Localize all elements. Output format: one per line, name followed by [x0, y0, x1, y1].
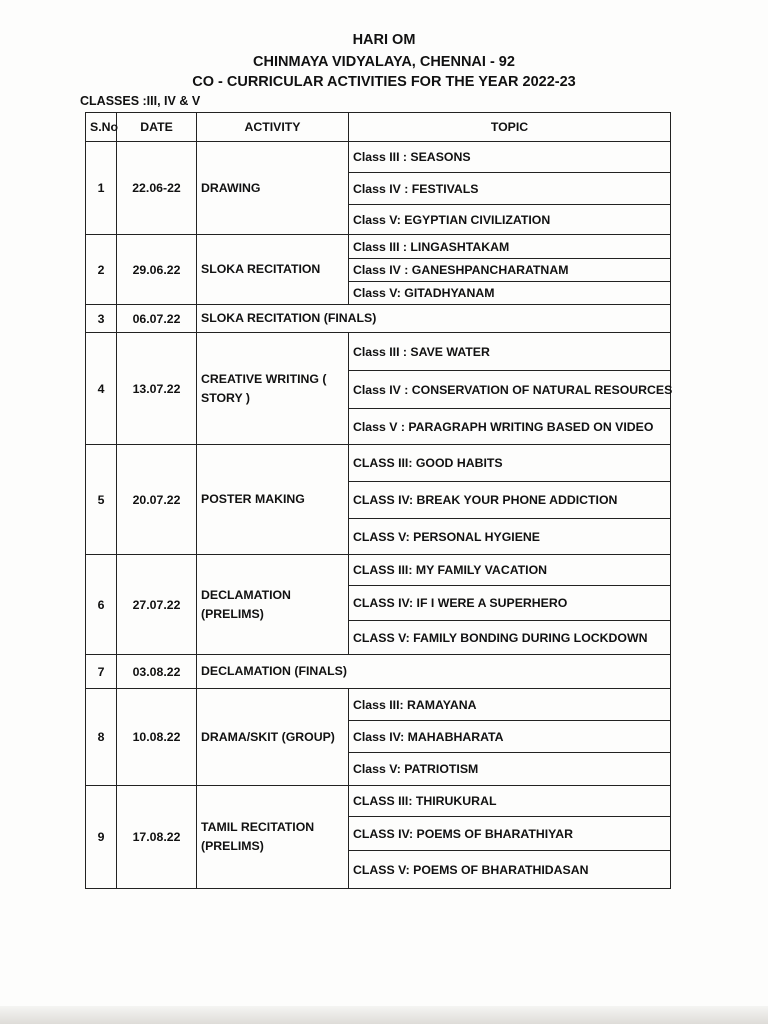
- topic-cell: Class III : SEASONS: [349, 142, 671, 173]
- date-cell: 29.06.22: [117, 235, 197, 305]
- table-row: [86, 305, 671, 333]
- sno-cell: 6: [86, 555, 117, 655]
- classes-label: CLASSES :III, IV & V: [80, 94, 201, 108]
- sno-cell: 8: [86, 689, 117, 786]
- document-title: CO - CURRICULAR ACTIVITIES FOR THE YEAR 2022-23: [192, 74, 576, 90]
- topic-cell: CLASS III: GOOD HABITS: [349, 445, 671, 482]
- activity-cell: POSTER MAKING: [197, 445, 349, 555]
- table-row: [86, 445, 671, 482]
- activity-cell: DECLAMATION (PRELIMS): [197, 555, 349, 655]
- table-row: [86, 555, 671, 586]
- topic-cell: CLASS V: PERSONAL HYGIENE: [349, 519, 671, 555]
- date-cell: 03.08.22: [117, 655, 197, 689]
- activity-cell: DRAWING: [197, 142, 349, 235]
- activity-cell: DRAMA/SKIT (GROUP): [197, 689, 349, 786]
- topic-cell: CLASS IV: POEMS OF BHARATHIYAR: [349, 817, 671, 851]
- topic-cell: CLASS III: THIRUKURAL: [349, 786, 671, 817]
- topic-cell: Class III : LINGASHTAKAM: [349, 235, 671, 259]
- header-sno: S.No: [86, 113, 117, 142]
- topic-cell: Class V: EGYPTIAN CIVILIZATION: [349, 205, 671, 235]
- topic-cell: Class IV: MAHABHARATA: [349, 721, 671, 753]
- topic-cell: CLASS V: POEMS OF BHARATHIDASAN: [349, 851, 671, 889]
- date-cell: 10.08.22: [117, 689, 197, 786]
- sno-cell: 5: [86, 445, 117, 555]
- sno-cell: 2: [86, 235, 117, 305]
- topic-cell: Class IV : GANESHPANCHARATNAM: [349, 259, 671, 282]
- date-cell: 27.07.22: [117, 555, 197, 655]
- sno-cell: 1: [86, 142, 117, 235]
- activities-table: [85, 112, 671, 889]
- topic-cell: Class V: PATRIOTISM: [349, 753, 671, 786]
- school-greeting: HARI OM: [352, 32, 416, 48]
- date-cell: 20.07.22: [117, 445, 197, 555]
- date-cell: 22.06-22: [117, 142, 197, 235]
- header-date: DATE: [117, 113, 197, 142]
- topic-cell: Class IV : FESTIVALS: [349, 173, 671, 205]
- topic-cell: Class IV : CONSERVATION OF NATURAL RESOURCES: [349, 371, 671, 409]
- activity-cell: SLOKA RECITATION: [197, 235, 349, 305]
- topic-cell: Class V : PARAGRAPH WRITING BASED ON VIDEO: [349, 409, 671, 445]
- topic-cell: Class III: RAMAYANA: [349, 689, 671, 721]
- topic-cell: CLASS IV: IF I WERE A SUPERHERO: [349, 586, 671, 621]
- table-row: [86, 689, 671, 721]
- header-activity: ACTIVITY: [197, 113, 349, 142]
- date-cell: 17.08.22: [117, 786, 197, 889]
- table-row: [86, 142, 671, 173]
- page-edge: [0, 1006, 768, 1024]
- sno-cell: 7: [86, 655, 117, 689]
- activity-cell: DECLAMATION (FINALS): [197, 655, 671, 689]
- topic-cell: Class III : SAVE WATER: [349, 333, 671, 371]
- sno-cell: 3: [86, 305, 117, 333]
- sno-cell: 4: [86, 333, 117, 445]
- activity-cell: TAMIL RECITATION (PRELIMS): [197, 786, 349, 889]
- table-row: [86, 655, 671, 689]
- sno-cell: 9: [86, 786, 117, 889]
- topic-cell: CLASS IV: BREAK YOUR PHONE ADDICTION: [349, 482, 671, 519]
- topic-cell: Class V: GITADHYANAM: [349, 282, 671, 305]
- date-cell: 13.07.22: [117, 333, 197, 445]
- header-topic: TOPIC: [349, 113, 671, 142]
- table-row: [86, 786, 671, 817]
- activity-cell: CREATIVE WRITING ( STORY ): [197, 333, 349, 445]
- topic-cell: CLASS III: MY FAMILY VACATION: [349, 555, 671, 586]
- table-header-row: [86, 113, 671, 142]
- date-cell: 06.07.22: [117, 305, 197, 333]
- table-row: [86, 235, 671, 259]
- table-row: [86, 333, 671, 371]
- activity-cell: SLOKA RECITATION (FINALS): [197, 305, 671, 333]
- topic-cell: CLASS V: FAMILY BONDING DURING LOCKDOWN: [349, 621, 671, 655]
- school-name: CHINMAYA VIDYALAYA, CHENNAI - 92: [253, 54, 515, 70]
